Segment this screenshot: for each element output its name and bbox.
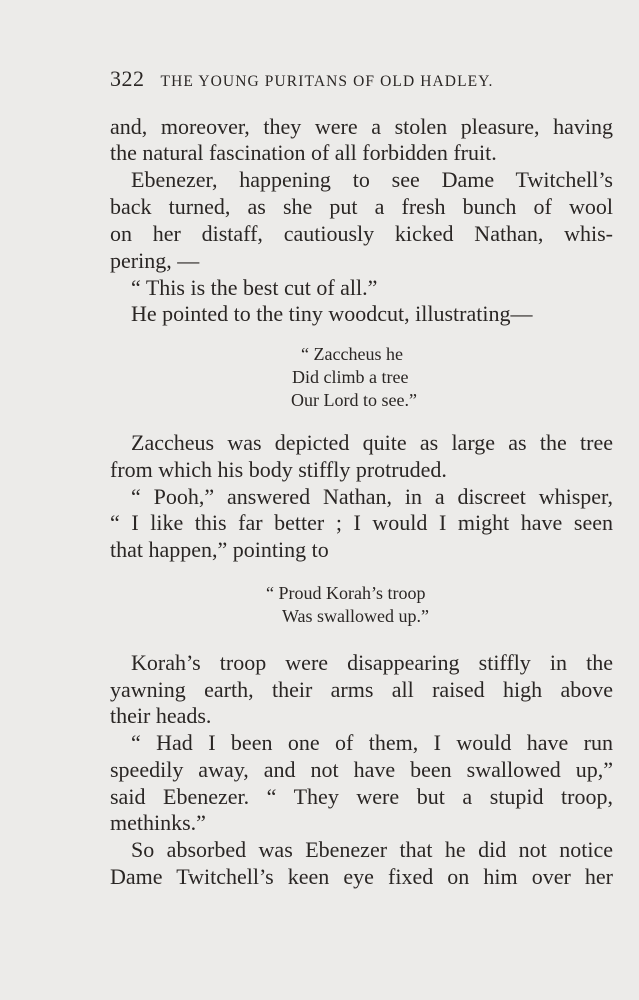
text-line: and, moreover, they were a stolen pleasure, having	[110, 114, 613, 139]
page-number: 322	[110, 66, 145, 91]
text-line: Ebenezer, happening to see Dame Twitchell’s	[131, 167, 613, 192]
text-line: said Ebenezer. “ They were but a stupid troop,	[110, 784, 613, 809]
text-line: So absorbed was Ebenezer that he did not notice	[131, 837, 613, 862]
text-line: Dame Twitchell’s keen eye fixed on him over her	[110, 864, 613, 889]
verse-line: Did climb a tree	[292, 367, 409, 387]
verse-line: Our Lord to see.”	[291, 390, 417, 410]
text-line: their heads.	[110, 703, 212, 728]
text-line: that happen,” pointing to	[110, 537, 329, 562]
running-head: THE YOUNG PURITANS OF OLD HADLEY.	[160, 73, 494, 90]
text-line: pering, —	[110, 248, 200, 273]
page-header	[110, 66, 615, 96]
verse-line: “ Zaccheus he	[301, 344, 403, 364]
text-line: methinks.”	[110, 810, 206, 835]
text-line: He pointed to the tiny woodcut, illustrating—	[131, 301, 533, 326]
text-line: Zaccheus was depicted quite as large as the tree	[131, 430, 613, 455]
text-line: speedily away, and not have been swallowed up,”	[110, 757, 613, 782]
verse-line: “ Proud Korah’s troop	[266, 583, 426, 603]
text-line: “ This is the best cut of all.”	[131, 275, 378, 300]
text-line: “ Pooh,” answered Nathan, in a discreet whisper,	[131, 484, 613, 509]
text-line: Korah’s troop were disappearing stiffly in the	[131, 650, 613, 675]
text-line: “ I like this far better ; I would I might have seen	[110, 510, 613, 535]
text-line: “ Had I been one of them, I would have run	[131, 730, 613, 755]
text-line: yawning earth, their arms all raised high above	[110, 677, 613, 702]
text-line: from which his body stiffly protruded.	[110, 457, 447, 482]
text-line: back turned, as she put a fresh bunch of wool	[110, 194, 613, 219]
text-line: the natural fascination of all forbidden fruit.	[110, 140, 497, 165]
text-line: on her distaff, cautiously kicked Nathan, whis-	[110, 221, 613, 246]
verse-line: Was swallowed up.”	[282, 606, 430, 626]
